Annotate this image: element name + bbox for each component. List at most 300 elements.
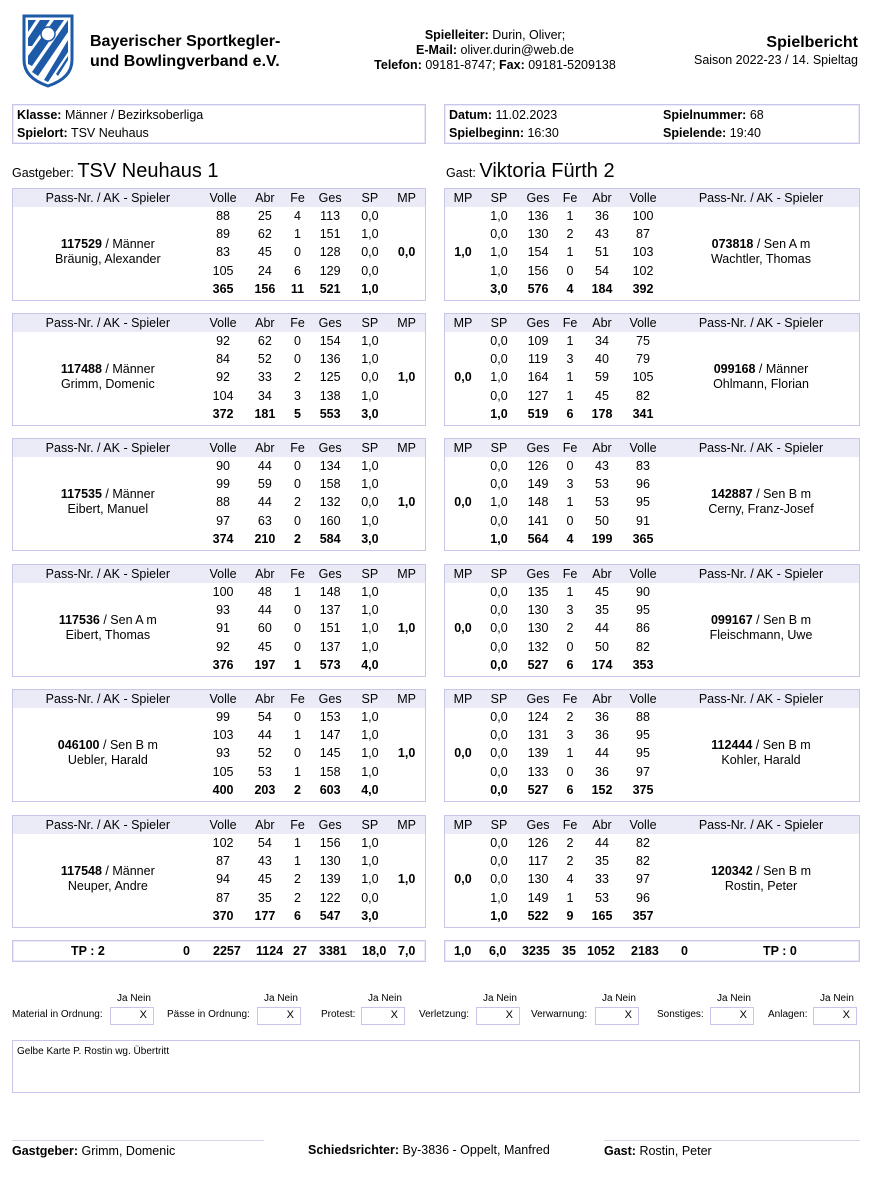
col-volle: Volle <box>623 690 663 708</box>
check-box[interactable] <box>361 1007 405 1025</box>
player-name: Cerny, Franz-Josef <box>708 502 814 517</box>
col-mp: MP <box>388 314 425 332</box>
away-volle-value: 87 <box>636 227 650 242</box>
col-sp: SP <box>352 816 389 834</box>
leiter-value: Durin, Oliver; <box>492 28 566 42</box>
col-ges: Ges <box>309 189 352 207</box>
away-volle-value: 100 <box>632 209 654 224</box>
away-abr-value: 36 <box>595 728 609 743</box>
away-fe-value: 4 <box>566 531 574 546</box>
home-game-table <box>13 439 425 548</box>
home-volle-value: 99 <box>216 477 231 492</box>
home-volle-value: 87 <box>216 854 231 869</box>
away-volle-value: 341 <box>632 406 654 421</box>
col-player: Pass-Nr. / AK - Spieler <box>663 189 859 207</box>
home-ges-value: 154 <box>319 334 341 349</box>
col-fe: Fe <box>286 314 308 332</box>
away-ges-value: 139 <box>527 746 549 761</box>
away-game-table <box>445 314 859 423</box>
beginn-value: 16:30 <box>527 126 559 140</box>
home-fe-value: 1 <box>294 836 301 851</box>
check-mark: X <box>505 1009 513 1021</box>
home-fe-value: 1 <box>294 227 301 242</box>
home-abr-value: 54 <box>257 836 272 851</box>
notes-box[interactable] <box>12 1040 860 1093</box>
player-name: Grimm, Domenic <box>60 377 155 392</box>
away-fe-value: 1 <box>566 245 574 260</box>
home-volle-value: 87 <box>216 890 231 905</box>
ende-value: 19:40 <box>729 126 761 140</box>
check-box[interactable] <box>710 1007 754 1025</box>
player-age-class: Sen B m <box>763 487 812 502</box>
away-player: 120342 / Sen B m Rostin, Peter <box>663 834 859 925</box>
home-volle-value: 90 <box>216 459 231 474</box>
away-abr-value: 50 <box>595 639 609 654</box>
col-volle: Volle <box>623 314 663 332</box>
away-ges-value: 564 <box>527 531 549 546</box>
away-sp-value: 0,0 <box>490 621 508 636</box>
home-sp-value: 3,0 <box>361 406 379 421</box>
away-game-3 <box>444 438 860 551</box>
org-name-line2: und Bowlingverband e.V. <box>90 53 280 70</box>
home-game-3 <box>12 438 426 551</box>
home-abr-value: 33 <box>257 370 272 385</box>
col-abr: Abr <box>581 690 623 708</box>
col-ges: Ges <box>517 439 559 457</box>
home-volle-value: 370 <box>212 908 234 923</box>
away-team-heading <box>446 160 615 183</box>
away-game-2 <box>444 313 860 426</box>
table-row <box>445 207 859 225</box>
check-mark: X <box>139 1009 147 1021</box>
season-info: Saison 2022-23 / 14. Spieltag <box>693 53 858 67</box>
away-volle-value: 95 <box>636 495 650 510</box>
empty-cell <box>388 763 425 781</box>
away-game-table <box>445 189 859 298</box>
table-row <box>445 708 859 726</box>
empty-cell <box>388 852 425 870</box>
home-volle-value: 93 <box>216 603 231 618</box>
home-ges-value: 153 <box>319 710 341 725</box>
home-sp-value: 0,0 <box>361 209 379 224</box>
ja-nein-header: Ja Nein <box>117 993 151 1004</box>
player-pass-number: 099167 <box>710 613 753 628</box>
home-abr-value: 45 <box>257 245 272 260</box>
away-game-5 <box>444 689 860 802</box>
col-sp: SP <box>352 439 389 457</box>
away-ges-value: 126 <box>527 836 549 851</box>
home-volle-value: 365 <box>212 281 234 296</box>
col-abr: Abr <box>581 314 623 332</box>
beginn-label: Spielbeginn: <box>449 126 524 140</box>
away-volle-value: 82 <box>636 854 650 869</box>
home-abr-value: 59 <box>257 477 272 492</box>
col-player: Pass-Nr. / AK - Spieler <box>13 314 203 332</box>
home-mp-value: 1,0 <box>397 872 416 887</box>
home-volle-value: 88 <box>216 495 231 510</box>
home-sp-value: 1,0 <box>361 388 379 403</box>
col-abr: Abr <box>243 439 286 457</box>
home-player: 046100 / Sen B m Uebler, Harald <box>13 708 203 799</box>
col-mp: MP <box>445 565 481 583</box>
home-ges-value: 603 <box>319 782 341 797</box>
empty-cell <box>388 907 425 925</box>
away-game-table <box>445 565 859 674</box>
away-total-fe: 35 <box>562 944 576 958</box>
away-mp-value: 0,0 <box>454 370 472 385</box>
home-signature <box>12 1140 264 1158</box>
away-sp-value: 1,0 <box>490 406 508 421</box>
table-row <box>13 457 425 475</box>
away-totals <box>444 940 860 962</box>
home-volle-value: 94 <box>216 872 231 887</box>
away-ges-value: 527 <box>527 657 549 672</box>
away-volle-value: 79 <box>636 352 650 367</box>
empty-cell <box>388 225 425 243</box>
away-fe-value: 0 <box>566 764 574 779</box>
datum-label: Datum: <box>449 108 493 122</box>
home-volle-value: 99 <box>216 710 231 725</box>
home-ges-value: 547 <box>319 908 341 923</box>
home-ges-value: 521 <box>319 281 341 296</box>
away-ges-value: 109 <box>527 334 549 349</box>
check-box[interactable] <box>595 1007 639 1025</box>
away-abr-value: 53 <box>595 495 609 510</box>
home-sp-value: 1,0 <box>361 227 379 242</box>
home-ges-value: 113 <box>320 209 341 224</box>
home-ges-value: 573 <box>319 657 341 672</box>
away-volle-value: 91 <box>636 513 650 528</box>
away-sp-value: 0,0 <box>490 728 508 743</box>
empty-cell <box>388 475 425 493</box>
home-ges-value: 145 <box>319 746 341 761</box>
col-fe: Fe <box>559 314 581 332</box>
away-sp-value: 0,0 <box>490 477 508 492</box>
away-volle-value: 392 <box>632 281 654 296</box>
home-abr-value: 25 <box>257 209 272 224</box>
col-volle: Volle <box>203 565 244 583</box>
away-game-table <box>445 816 859 925</box>
home-game-table <box>13 314 425 423</box>
away-fe-value: 3 <box>566 728 574 743</box>
table-row <box>13 207 425 225</box>
away-abr-value: 43 <box>595 227 609 242</box>
away-abr-value: 165 <box>591 908 613 923</box>
check-mark: X <box>842 1009 850 1021</box>
col-sp: SP <box>481 314 517 332</box>
home-ges-value: 128 <box>319 245 341 260</box>
home-abr-value: 156 <box>254 281 276 296</box>
away-fe-value: 0 <box>566 513 574 528</box>
away-sp-value: 0,0 <box>490 872 508 887</box>
player-pass-number: 117488 <box>60 362 102 377</box>
home-sp-value: 1,0 <box>361 477 379 492</box>
away-fe-value: 2 <box>566 710 574 725</box>
player-age-class: Männer <box>765 362 809 377</box>
col-mp: MP <box>445 816 481 834</box>
away-fe-value: 1 <box>566 388 574 403</box>
col-sp: SP <box>481 690 517 708</box>
away-sig-name: Rostin, Peter <box>639 1144 712 1158</box>
col-sp: SP <box>352 314 389 332</box>
check-box[interactable] <box>813 1007 857 1025</box>
col-fe: Fe <box>559 565 581 583</box>
home-sp-value: 1,0 <box>361 334 379 349</box>
away-fe-value: 6 <box>566 782 574 797</box>
away-volle-value: 90 <box>636 585 650 600</box>
player-pass-number: 117529 <box>60 237 102 252</box>
home-ges-value: 160 <box>319 513 341 528</box>
col-ges: Ges <box>517 314 559 332</box>
ja-nein-header: Ja Nein <box>264 993 298 1004</box>
away-volle-value: 353 <box>632 657 654 672</box>
player-name: Kohler, Harald <box>721 753 801 768</box>
away-player: 099167 / Sen B m Fleischmann, Uwe <box>663 583 859 674</box>
home-abr-value: 52 <box>257 746 272 761</box>
away-volle-value: 97 <box>636 872 650 887</box>
leiter-label: Spielleiter: <box>424 28 489 42</box>
col-volle: Volle <box>203 189 244 207</box>
away-abr-value: 50 <box>595 513 609 528</box>
home-volle-value: 89 <box>216 227 231 242</box>
home-game-5 <box>12 689 426 802</box>
table-row <box>445 583 859 601</box>
home-mp-value: 1,0 <box>397 746 416 761</box>
away-sp-value: 1,0 <box>490 370 508 385</box>
home-sp-value: 1,0 <box>361 764 379 779</box>
home-mp-value: 1,0 <box>397 621 416 636</box>
home-fe-value: 0 <box>294 603 301 618</box>
away-sig-label: Gast: <box>604 1144 636 1158</box>
away-fe-value: 0 <box>566 263 574 278</box>
home-fe-value: 0 <box>294 245 301 260</box>
report-title-block <box>694 34 858 68</box>
home-fe-value: 0 <box>294 639 301 654</box>
home-abr-value: 53 <box>257 764 272 779</box>
player-name: Fleischmann, Uwe <box>709 628 813 643</box>
away-sp-value: 1,0 <box>490 245 508 260</box>
home-volle-value: 102 <box>212 836 234 851</box>
away-mp-value: 0,0 <box>454 872 472 887</box>
away-fe-value: 1 <box>566 495 574 510</box>
empty-cell <box>445 262 481 280</box>
col-fe: Fe <box>286 189 308 207</box>
player-pass-number: 046100 <box>57 738 100 753</box>
col-abr: Abr <box>581 439 623 457</box>
col-fe: Fe <box>286 565 308 583</box>
empty-cell <box>445 889 481 907</box>
home-volle-value: 104 <box>212 388 234 403</box>
col-sp: SP <box>481 439 517 457</box>
referee-label: Schiedsrichter: <box>308 1143 400 1157</box>
home-abr-value: 63 <box>257 513 272 528</box>
away-total-mp: 1,0 <box>454 944 472 958</box>
nummer-label: Spielnummer: <box>663 108 747 122</box>
empty-cell <box>445 852 481 870</box>
away-abr-value: 36 <box>595 710 609 725</box>
empty-cell <box>445 387 481 405</box>
home-abr-value: 54 <box>257 710 272 725</box>
home-ges-value: 147 <box>319 728 341 743</box>
ja-nein-header: Ja Nein <box>820 993 854 1004</box>
home-total-volle: 2257 <box>213 944 241 958</box>
away-fe-value: 0 <box>566 459 574 474</box>
col-fe: Fe <box>559 189 581 207</box>
away-sp-value: 0,0 <box>490 764 508 779</box>
col-abr: Abr <box>581 816 623 834</box>
col-ges: Ges <box>517 565 559 583</box>
home-tp: TP : 2 <box>71 944 105 958</box>
player-age-class: Männer <box>112 362 155 377</box>
away-fe-value: 3 <box>566 352 574 367</box>
away-volle-value: 75 <box>636 334 650 349</box>
away-sp-value: 0,0 <box>490 459 508 474</box>
empty-cell <box>445 207 481 225</box>
col-volle: Volle <box>623 189 663 207</box>
check-label: Sonstiges: <box>657 1009 704 1020</box>
home-sp-value: 3,0 <box>361 531 379 546</box>
empty-cell <box>445 457 481 475</box>
empty-cell <box>445 834 481 852</box>
check-box[interactable] <box>110 1007 154 1025</box>
player-age-class: Männer <box>112 487 155 502</box>
player-pass-number: 142887 <box>710 487 753 502</box>
away-sp-value: 1,0 <box>490 495 508 510</box>
away-label: Gast: <box>446 166 476 180</box>
home-ges-value: 136 <box>319 352 341 367</box>
away-ges-value: 527 <box>527 782 549 797</box>
empty-cell <box>388 601 425 619</box>
away-abr-value: 152 <box>591 782 613 797</box>
away-abr-value: 44 <box>595 621 609 636</box>
home-volle-value: 92 <box>216 639 231 654</box>
away-volle-value: 82 <box>636 388 650 403</box>
home-abr-value: 44 <box>257 495 272 510</box>
away-zero: 0 <box>681 944 688 958</box>
empty-cell <box>445 332 481 350</box>
ja-nein-header: Ja Nein <box>602 993 636 1004</box>
empty-cell <box>445 350 481 368</box>
col-abr: Abr <box>581 189 623 207</box>
home-sp-value: 1,0 <box>361 639 379 654</box>
home-sp-value: 1,0 <box>361 281 379 296</box>
col-mp: MP <box>445 439 481 457</box>
league-contact <box>340 28 650 73</box>
player-name: Uebler, Harald <box>67 753 148 768</box>
col-fe: Fe <box>286 690 308 708</box>
away-abr-value: 44 <box>595 836 609 851</box>
home-sp-value: 1,0 <box>361 746 379 761</box>
away-sp-value: 0,0 <box>490 352 508 367</box>
col-mp: MP <box>388 816 425 834</box>
away-volle-value: 103 <box>632 245 654 260</box>
home-ges-value: 132 <box>319 495 341 510</box>
check-box[interactable] <box>257 1007 301 1025</box>
col-sp: SP <box>352 189 389 207</box>
away-sp-value: 0,0 <box>490 334 508 349</box>
away-player: 073818 / Sen A m Wachtler, Thomas <box>663 207 859 298</box>
away-ges-value: 133 <box>527 764 549 779</box>
away-volle-value: 102 <box>632 263 654 278</box>
home-team-heading <box>12 160 219 183</box>
empty-cell <box>388 457 425 475</box>
home-sp-value: 1,0 <box>361 459 379 474</box>
home-fe-value: 1 <box>294 854 301 869</box>
ja-nein-header: Ja Nein <box>717 993 751 1004</box>
away-sp-value: 0,0 <box>490 388 508 403</box>
empty-cell <box>445 225 481 243</box>
col-volle: Volle <box>623 816 663 834</box>
away-mp-value: 0,0 <box>454 746 472 761</box>
home-sp-value: 1,0 <box>361 854 379 869</box>
away-game-table <box>445 439 859 548</box>
away-sp-value: 0,0 <box>490 513 508 528</box>
empty-cell <box>388 708 425 726</box>
away-sp-value: 0,0 <box>490 746 508 761</box>
home-sig-name: Grimm, Domenic <box>81 1144 176 1158</box>
away-fe-value: 4 <box>566 281 574 296</box>
empty-cell <box>388 332 425 350</box>
home-sp-value: 1,0 <box>361 352 379 367</box>
away-abr-value: 33 <box>595 872 609 887</box>
table-row <box>13 708 425 726</box>
away-ges-value: 522 <box>527 908 549 923</box>
check-box[interactable] <box>476 1007 520 1025</box>
home-abr-value: 45 <box>257 639 272 654</box>
player-age-class: Sen B m <box>109 738 158 753</box>
player-pass-number: 099168 <box>713 362 756 377</box>
home-ges-value: 148 <box>319 585 341 600</box>
home-volle-value: 92 <box>216 334 231 349</box>
empty-cell <box>445 656 481 674</box>
home-total-sp: 18,0 <box>362 944 387 958</box>
away-fe-value: 1 <box>566 334 574 349</box>
away-fe-value: 6 <box>566 406 574 421</box>
away-fe-value: 6 <box>566 657 574 672</box>
home-fe-value: 0 <box>294 459 301 474</box>
home-ges-value: 122 <box>319 890 341 905</box>
home-sp-value: 0,0 <box>361 495 379 510</box>
away-ges-value: 149 <box>527 477 549 492</box>
home-fe-value: 1 <box>294 764 301 779</box>
empty-cell <box>388 207 425 225</box>
home-sp-value: 0,0 <box>361 245 379 260</box>
email-value: oliver.durin@web.de <box>460 43 574 57</box>
away-abr-value: 199 <box>591 531 613 546</box>
empty-cell <box>388 530 425 548</box>
home-abr-value: 203 <box>254 782 276 797</box>
home-volle-value: 372 <box>212 406 234 421</box>
col-volle: Volle <box>203 314 244 332</box>
home-total-abr: 1124 <box>256 944 284 958</box>
col-player: Pass-Nr. / AK - Spieler <box>663 690 859 708</box>
col-sp: SP <box>481 565 517 583</box>
home-ges-value: 158 <box>319 477 341 492</box>
col-mp: MP <box>388 565 425 583</box>
home-fe-value: 2 <box>294 890 301 905</box>
away-sp-value: 1,0 <box>490 531 508 546</box>
empty-cell <box>445 583 481 601</box>
home-ges-value: 139 <box>319 872 341 887</box>
player-age-class: Sen A m <box>110 613 157 628</box>
col-player: Pass-Nr. / AK - Spieler <box>663 314 859 332</box>
away-ges-value: 126 <box>527 459 549 474</box>
table-row <box>13 834 425 852</box>
home-sp-value: 0,0 <box>361 890 379 905</box>
col-mp: MP <box>445 189 481 207</box>
player-age-class: Männer <box>112 864 155 879</box>
col-mp: MP <box>388 690 425 708</box>
